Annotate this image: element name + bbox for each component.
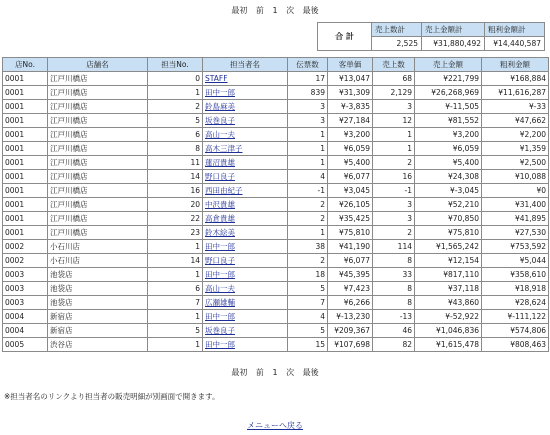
staff-name-link[interactable]: 鈴島麻美 — [205, 102, 235, 111]
pager-top — [0, 5, 550, 16]
cell-staff-name — [203, 240, 288, 254]
cell-store-name: 江戸川橋店 — [48, 128, 148, 142]
cell-profit: ¥753,592 — [482, 240, 549, 254]
cell-sales: ¥70,850 — [415, 212, 482, 226]
cell-sales: ¥43,860 — [415, 296, 482, 310]
cell-profit: ¥2,200 — [482, 128, 549, 142]
cell-slips: 17 — [288, 72, 328, 86]
cell-unit-price: ¥-13,230 — [328, 310, 373, 324]
cell-staff-name — [203, 100, 288, 114]
cell-staff-no: 8 — [148, 142, 203, 156]
table-row — [3, 324, 549, 338]
cell-slips: 839 — [288, 86, 328, 100]
staff-name-link[interactable]: 野口良子 — [205, 172, 235, 181]
cell-store-name: 池袋店 — [48, 268, 148, 282]
staff-name-link[interactable]: 田中一郎 — [205, 242, 235, 251]
cell-profit: ¥28,624 — [482, 296, 549, 310]
cell-qty: 33 — [373, 268, 415, 282]
cell-qty: 16 — [373, 170, 415, 184]
cell-unit-price: ¥31,309 — [328, 86, 373, 100]
table-row — [3, 212, 549, 226]
col-header-sales: 売上金額 — [415, 58, 482, 72]
cell-store-name: 江戸川橋店 — [48, 100, 148, 114]
cell-store-name: 江戸川橋店 — [48, 212, 148, 226]
menu-link-wrap — [0, 420, 550, 431]
cell-store-name: 江戸川橋店 — [48, 226, 148, 240]
cell-slips: 2 — [288, 254, 328, 268]
cell-slips: 3 — [288, 114, 328, 128]
cell-store-no: 0003 — [3, 296, 48, 310]
cell-staff-name — [203, 170, 288, 184]
cell-slips: 1 — [288, 226, 328, 240]
summary-header-qty: 売上数計 — [372, 23, 422, 37]
table-row — [3, 226, 549, 240]
cell-unit-price: ¥209,367 — [328, 324, 373, 338]
table-row — [3, 72, 549, 86]
cell-profit: ¥358,610 — [482, 268, 549, 282]
cell-store-no: 0001 — [3, 100, 48, 114]
cell-staff-name — [203, 198, 288, 212]
cell-unit-price: ¥45,395 — [328, 268, 373, 282]
table-row — [3, 86, 549, 100]
cell-profit: ¥-111,122 — [482, 310, 549, 324]
col-header-slips: 伝票数 — [288, 58, 328, 72]
summary-header-profit: 粗利金額計 — [485, 23, 545, 37]
cell-sales: ¥75,810 — [415, 226, 482, 240]
cell-staff-no: 1 — [148, 86, 203, 100]
cell-sales: ¥1,615,478 — [415, 338, 482, 352]
cell-store-name: 江戸川橋店 — [48, 156, 148, 170]
cell-staff-name — [203, 86, 288, 100]
summary-label: 合 計 — [318, 23, 372, 51]
cell-profit: ¥18,918 — [482, 282, 549, 296]
cell-unit-price: ¥41,190 — [328, 240, 373, 254]
staff-name-link[interactable]: 広瀬雄輔 — [205, 298, 235, 307]
pager-last[interactable]: 最後 — [302, 6, 319, 15]
staff-name-link[interactable]: 坂巻良子 — [205, 326, 235, 335]
cell-store-name: 渋谷店 — [48, 338, 148, 352]
cell-store-no: 0001 — [3, 86, 48, 100]
cell-store-no: 0004 — [3, 310, 48, 324]
pager-current-page: 1 — [272, 6, 278, 15]
cell-profit: ¥41,895 — [482, 212, 549, 226]
staff-name-link[interactable]: 鈴木絵美 — [205, 228, 235, 237]
cell-sales: ¥1,565,242 — [415, 240, 482, 254]
cell-slips: 5 — [288, 324, 328, 338]
cell-store-name: 江戸川橋店 — [48, 198, 148, 212]
cell-store-name: 江戸川橋店 — [48, 142, 148, 156]
cell-unit-price: ¥7,423 — [328, 282, 373, 296]
back-to-menu-link[interactable]: メニューへ戻る — [247, 421, 303, 430]
cell-profit: ¥27,530 — [482, 226, 549, 240]
pager-prev[interactable]: 前 — [255, 368, 264, 377]
cell-unit-price: ¥75,810 — [328, 226, 373, 240]
cell-qty: 1 — [373, 128, 415, 142]
cell-store-no: 0005 — [3, 338, 48, 352]
cell-staff-name — [203, 254, 288, 268]
cell-staff-no: 5 — [148, 324, 203, 338]
cell-qty: 2 — [373, 156, 415, 170]
cell-store-no: 0001 — [3, 184, 48, 198]
summary-table — [317, 22, 545, 51]
cell-slips: 2 — [288, 212, 328, 226]
cell-staff-no: 14 — [148, 170, 203, 184]
cell-store-name: 新宿店 — [48, 310, 148, 324]
cell-staff-no: 5 — [148, 114, 203, 128]
cell-staff-no: 6 — [148, 282, 203, 296]
table-row — [3, 254, 549, 268]
table-row — [3, 142, 549, 156]
cell-unit-price: ¥27,184 — [328, 114, 373, 128]
table-row — [3, 268, 549, 282]
col-header-store-name: 店舗名 — [48, 58, 148, 72]
cell-store-no: 0002 — [3, 254, 48, 268]
cell-profit: ¥47,662 — [482, 114, 549, 128]
cell-unit-price: ¥26,105 — [328, 198, 373, 212]
cell-sales: ¥37,118 — [415, 282, 482, 296]
cell-staff-no: 6 — [148, 128, 203, 142]
cell-store-name: 江戸川橋店 — [48, 170, 148, 184]
cell-profit: ¥168,884 — [482, 72, 549, 86]
cell-staff-no: 2 — [148, 100, 203, 114]
cell-store-no: 0004 — [3, 324, 48, 338]
cell-unit-price: ¥6,077 — [328, 170, 373, 184]
cell-unit-price: ¥3,200 — [328, 128, 373, 142]
cell-unit-price: ¥3,045 — [328, 184, 373, 198]
cell-store-no: 0001 — [3, 226, 48, 240]
staff-name-link[interactable]: STAFF — [205, 74, 228, 83]
cell-slips: 38 — [288, 240, 328, 254]
cell-unit-price: ¥35,425 — [328, 212, 373, 226]
cell-store-no: 0001 — [3, 198, 48, 212]
cell-slips: -1 — [288, 184, 328, 198]
table-row — [3, 338, 549, 352]
cell-sales: ¥1,046,836 — [415, 324, 482, 338]
cell-slips: 1 — [288, 128, 328, 142]
table-row — [3, 240, 549, 254]
summary-total-profit: ¥14,440,587 — [485, 37, 545, 51]
cell-sales: ¥6,059 — [415, 142, 482, 156]
cell-store-name: 江戸川橋店 — [48, 114, 148, 128]
cell-qty: 114 — [373, 240, 415, 254]
cell-staff-name — [203, 324, 288, 338]
staff-name-link[interactable]: 坂巻良子 — [205, 116, 235, 125]
cell-staff-name — [203, 184, 288, 198]
pager-bottom — [0, 367, 550, 378]
cell-sales: ¥24,308 — [415, 170, 482, 184]
cell-staff-name — [203, 268, 288, 282]
cell-store-no: 0001 — [3, 142, 48, 156]
cell-profit: ¥31,400 — [482, 198, 549, 212]
staff-name-link[interactable]: 高倉貴雄 — [205, 214, 235, 223]
note-text: ※担当者名のリンクより担当者の販売明細が別画面で開きます。 — [4, 392, 220, 401]
cell-qty: 1 — [373, 142, 415, 156]
pager-next[interactable]: 次 — [286, 368, 295, 377]
cell-staff-name — [203, 282, 288, 296]
pager-first[interactable]: 最初 — [231, 6, 248, 15]
cell-store-no: 0001 — [3, 212, 48, 226]
pager-first[interactable]: 最初 — [231, 368, 248, 377]
cell-profit: ¥10,088 — [482, 170, 549, 184]
cell-staff-name — [203, 296, 288, 310]
cell-store-name: 池袋店 — [48, 282, 148, 296]
cell-sales: ¥-11,505 — [415, 100, 482, 114]
cell-profit: ¥5,044 — [482, 254, 549, 268]
cell-staff-name — [203, 142, 288, 156]
cell-staff-no: 20 — [148, 198, 203, 212]
cell-staff-name — [203, 72, 288, 86]
cell-qty: -1 — [373, 184, 415, 198]
cell-staff-name — [203, 128, 288, 142]
cell-store-name: 小石川店 — [48, 254, 148, 268]
cell-unit-price: ¥-3,835 — [328, 100, 373, 114]
cell-slips: 18 — [288, 268, 328, 282]
summary-total-qty: 2,525 — [372, 37, 422, 51]
sales-by-staff-table — [2, 57, 549, 352]
cell-qty: 3 — [373, 212, 415, 226]
cell-store-name: 小石川店 — [48, 240, 148, 254]
table-row — [3, 184, 549, 198]
staff-name-link[interactable]: 高山一夫 — [205, 284, 235, 293]
pager-next[interactable]: 次 — [286, 6, 295, 15]
cell-profit: ¥1,359 — [482, 142, 549, 156]
table-header-row — [3, 58, 549, 72]
cell-staff-name — [203, 114, 288, 128]
cell-qty: 8 — [373, 254, 415, 268]
cell-qty: 12 — [373, 114, 415, 128]
cell-store-no: 0001 — [3, 170, 48, 184]
cell-store-name: 江戸川橋店 — [48, 184, 148, 198]
cell-qty: 3 — [373, 198, 415, 212]
cell-store-no: 0001 — [3, 156, 48, 170]
cell-staff-no: 0 — [148, 72, 203, 86]
cell-sales: ¥-52,922 — [415, 310, 482, 324]
cell-sales: ¥817,110 — [415, 268, 482, 282]
cell-sales: ¥52,210 — [415, 198, 482, 212]
staff-name-link[interactable]: 高山一夫 — [205, 130, 235, 139]
cell-profit: ¥-33 — [482, 100, 549, 114]
cell-unit-price: ¥6,266 — [328, 296, 373, 310]
staff-name-link[interactable]: 中沢貴雄 — [205, 200, 235, 209]
summary-header-sales: 売上金額計 — [422, 23, 485, 37]
cell-qty: 2 — [373, 226, 415, 240]
col-header-unit-price: 客単価 — [328, 58, 373, 72]
table-body — [3, 72, 549, 352]
cell-profit: ¥11,616,287 — [482, 86, 549, 100]
cell-slips: 4 — [288, 310, 328, 324]
table-row — [3, 198, 549, 212]
table-row — [3, 296, 549, 310]
cell-sales: ¥26,268,969 — [415, 86, 482, 100]
cell-qty: 8 — [373, 282, 415, 296]
cell-unit-price: ¥6,059 — [328, 142, 373, 156]
cell-staff-name — [203, 338, 288, 352]
staff-name-link[interactable]: 西田由紀子 — [205, 186, 243, 195]
cell-staff-no: 1 — [148, 240, 203, 254]
cell-staff-no: 22 — [148, 212, 203, 226]
table-row — [3, 282, 549, 296]
col-header-staff-name: 担当者名 — [203, 58, 288, 72]
cell-sales: ¥5,400 — [415, 156, 482, 170]
staff-name-link[interactable]: 田中一郎 — [205, 270, 235, 279]
cell-sales: ¥12,154 — [415, 254, 482, 268]
cell-staff-no: 1 — [148, 268, 203, 282]
cell-qty: 46 — [373, 324, 415, 338]
col-header-store-no: 店No. — [3, 58, 48, 72]
cell-staff-no: 11 — [148, 156, 203, 170]
cell-staff-name — [203, 226, 288, 240]
staff-name-link[interactable]: 高木三津子 — [205, 144, 243, 153]
cell-unit-price: ¥13,047 — [328, 72, 373, 86]
cell-store-no: 0001 — [3, 114, 48, 128]
cell-slips: 1 — [288, 142, 328, 156]
cell-store-no: 0001 — [3, 128, 48, 142]
cell-qty: -13 — [373, 310, 415, 324]
cell-slips: 7 — [288, 296, 328, 310]
table-row — [3, 310, 549, 324]
cell-store-name: 池袋店 — [48, 296, 148, 310]
cell-staff-no: 16 — [148, 184, 203, 198]
col-header-profit: 粗利金額 — [482, 58, 549, 72]
staff-name-link[interactable]: 田中一郎 — [205, 312, 235, 321]
cell-profit: ¥0 — [482, 184, 549, 198]
summary-total-sales: ¥31,880,492 — [422, 37, 485, 51]
cell-store-no: 0003 — [3, 282, 48, 296]
table-row — [3, 156, 549, 170]
table-row — [3, 170, 549, 184]
col-header-qty: 売上数 — [373, 58, 415, 72]
cell-qty: 68 — [373, 72, 415, 86]
pager-current-page: 1 — [272, 368, 278, 377]
cell-unit-price: ¥5,400 — [328, 156, 373, 170]
cell-qty: 3 — [373, 100, 415, 114]
cell-sales: ¥81,552 — [415, 114, 482, 128]
cell-slips: 4 — [288, 170, 328, 184]
cell-sales: ¥221,799 — [415, 72, 482, 86]
cell-slips: 2 — [288, 198, 328, 212]
cell-staff-no: 7 — [148, 296, 203, 310]
cell-qty: 82 — [373, 338, 415, 352]
cell-qty: 2,129 — [373, 86, 415, 100]
table-row — [3, 100, 549, 114]
cell-slips: 3 — [288, 100, 328, 114]
staff-name-link[interactable]: 野口良子 — [205, 256, 235, 265]
cell-sales: ¥3,200 — [415, 128, 482, 142]
cell-sales: ¥-3,045 — [415, 184, 482, 198]
table-row — [3, 128, 549, 142]
staff-name-link[interactable]: 蓮沼貴雄 — [205, 158, 235, 167]
cell-profit: ¥808,463 — [482, 338, 549, 352]
cell-unit-price: ¥107,698 — [328, 338, 373, 352]
cell-unit-price: ¥6,077 — [328, 254, 373, 268]
col-header-staff-no: 担当No. — [148, 58, 203, 72]
cell-staff-no: 23 — [148, 226, 203, 240]
cell-store-no: 0001 — [3, 72, 48, 86]
cell-staff-no: 14 — [148, 254, 203, 268]
cell-store-name: 江戸川橋店 — [48, 72, 148, 86]
cell-profit: ¥574,806 — [482, 324, 549, 338]
cell-slips: 1 — [288, 156, 328, 170]
pager-prev[interactable]: 前 — [255, 6, 264, 15]
pager-last[interactable]: 最後 — [302, 368, 319, 377]
cell-store-name: 江戸川橋店 — [48, 86, 148, 100]
staff-name-link[interactable]: 田中一郎 — [205, 340, 235, 349]
cell-staff-name — [203, 212, 288, 226]
cell-store-no: 0003 — [3, 268, 48, 282]
cell-slips: 15 — [288, 338, 328, 352]
cell-store-name: 新宿店 — [48, 324, 148, 338]
table-row — [3, 114, 549, 128]
cell-qty: 8 — [373, 296, 415, 310]
cell-staff-name — [203, 310, 288, 324]
cell-profit: ¥2,500 — [482, 156, 549, 170]
cell-staff-no: 1 — [148, 310, 203, 324]
cell-staff-no: 1 — [148, 338, 203, 352]
cell-slips: 5 — [288, 282, 328, 296]
cell-staff-name — [203, 156, 288, 170]
cell-store-no: 0002 — [3, 240, 48, 254]
staff-name-link[interactable]: 田中一郎 — [205, 88, 235, 97]
